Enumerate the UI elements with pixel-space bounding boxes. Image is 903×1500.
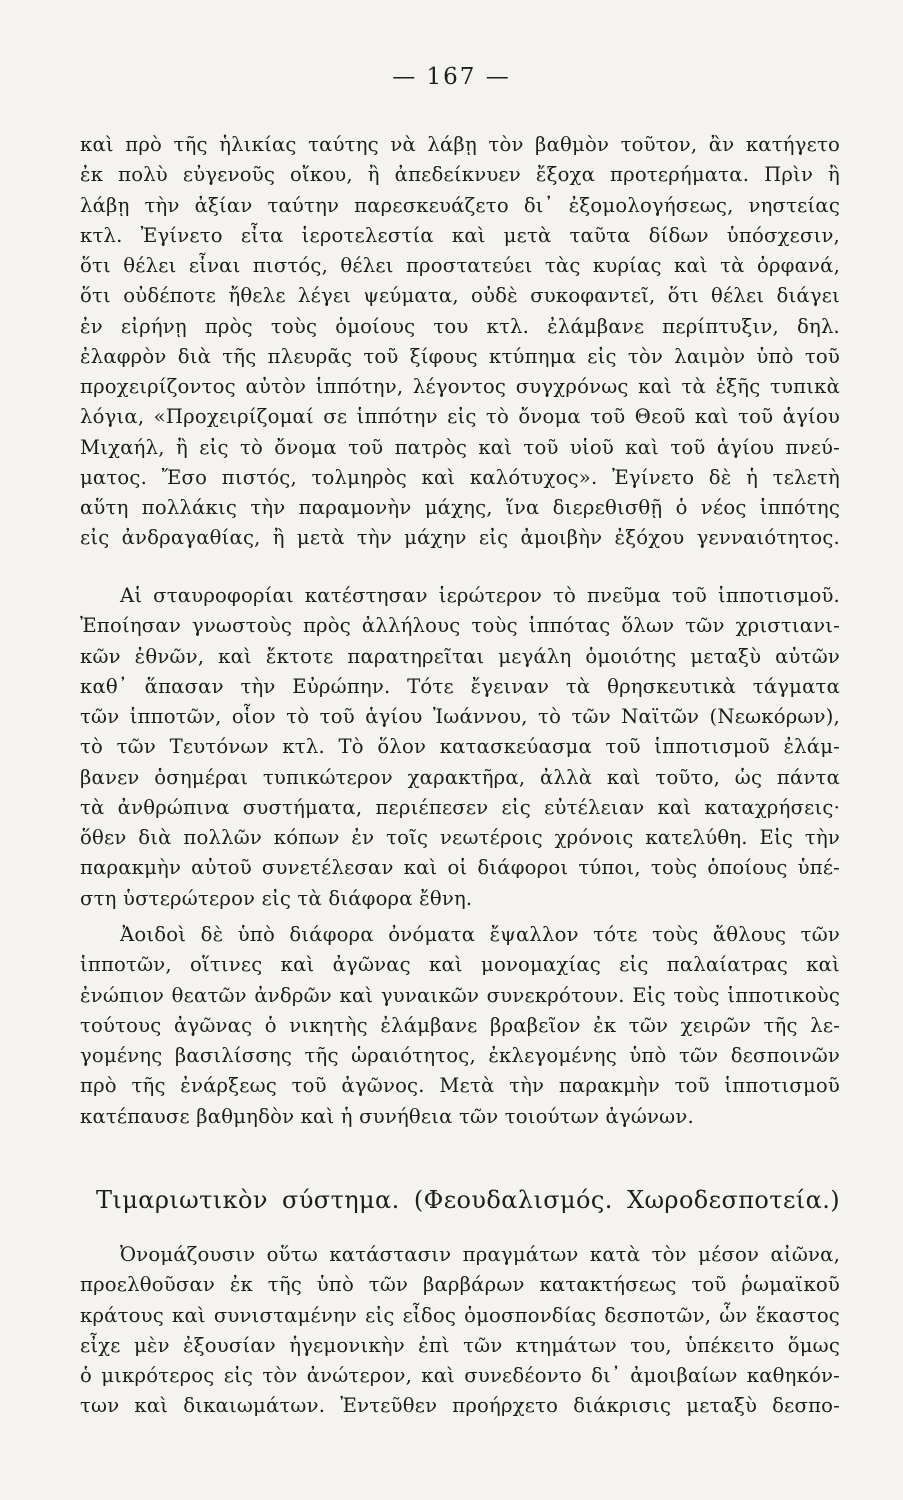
text-line: ματος. Ἔσο πιστός, τολμηρὸς καὶ καλότυχος». Ἐγίνετο δὲ ἡ τελετὴ (80, 465, 840, 489)
text-line: κράτους καὶ συνισταμένην εἰς εἶδος ὁμοσπονδίας δεσποτῶν, ὧν ἕκαστος (80, 1303, 840, 1327)
text-line: Ὀνομάζουσιν οὕτω κατάστασιν πραγμάτων κατὰ τὸν μέσον αἰῶνα, (120, 1243, 840, 1266)
text-line: Ἐποίησαν γνωστοὺς πρὸς ἀλλήλους τοὺς ἱππότας ὅλων τῶν χριστιανι- (80, 614, 840, 638)
section-heading: Τιμαριωτικὸν σύστημα. (Φεουδαλισμός. Χωροδεσποτεία.) (96, 1186, 840, 1214)
text-line: καὶ πρὸ τῆς ἡλικίας ταύτης νὰ λάβῃ τὸν βαθμὸν τοῦτον, ἂν κατήγετο (80, 133, 840, 156)
text-line: καθ᾽ ἅπασαν τὴν Εὐρώπην. Τότε ἔγειναν τὰ θρησκευτικὰ τάγματα (80, 674, 840, 698)
text-line: προελθοῦσαν ἐκ τῆς ὑπὸ τῶν βαρβάρων κατακτήσεως τοῦ ῥωμαϊκοῦ (80, 1273, 840, 1297)
text-line: τὸ τῶν Τευτόνων κτλ. Τὸ ὅλον κατασκεύασμα τοῦ ἱπποτισμοῦ ἐλάμ- (80, 735, 840, 759)
paragraph-crusades (80, 581, 840, 914)
text-line: ὅτι οὐδέποτε ἤθελε λέγει ψεύματα, οὐδὲ συκοφαντεῖ, ὅτι θέλει διάγει (80, 284, 840, 308)
text-line: κτλ. Ἐγίνετο εἶτα ἱεροτελεστία καὶ μετὰ ταῦτα δίδων ὑπόσχεσιν, (80, 223, 840, 247)
paragraph-bards (80, 920, 840, 1132)
text-line: ἐλαφρὸν διὰ τῆς πλευρᾶς τοῦ ξίφους κτύπημα εἰς τὸν λαιμὸν ὑπὸ τοῦ (80, 344, 840, 368)
text-line: γομένης βασιλίσσης τῆς ὡραιότητος, ἐκλεγομένης ὑπὸ τῶν δεσποινῶν (80, 1044, 840, 1067)
text-line: λόγια, «Προχειρίζομαί σε ἱππότην εἰς τὸ ὄνομα τοῦ Θεοῦ καὶ τοῦ ἁγίου (80, 405, 840, 429)
page-number: — 167 — (392, 64, 511, 90)
text-line: τὰ ἀνθρώπινα συστήματα, περιέπεσεν εἰς εὐτέλειαν καὶ καταχρήσεις· (80, 795, 840, 819)
text-line: ὁ μικρότερος εἰς τὸν ἀνώτερον, καὶ συνεδέοντο δι᾽ ἀμοιβαίων καθηκόν- (80, 1364, 840, 1387)
text-line: κῶν ἐθνῶν, καὶ ἔκτοτε παρατηρεῖται μεγάλη ὁμοιότης μεταξὺ αὐτῶν (80, 644, 840, 668)
text-line: εἶχε μὲν ἐξουσίαν ἡγεμονικὴν ἐπὶ τῶν κτημάτων του, ὑπέκειτο ὅμως (80, 1333, 840, 1357)
text-line: παρακμὴν αὐτοῦ συνετέλεσαν καὶ οἱ διάφοροι τύποι, τοὺς ὁποίους ὑπέ- (80, 856, 840, 880)
text-line: ἱπποτῶν, οἵτινες καὶ ἀγῶνας καὶ μονομαχίας εἰς παλαίατρας καὶ (80, 953, 840, 977)
text-line: Ἀοιδοὶ δὲ ὑπὸ διάφορα ὀνόματα ἔψαλλον τότε τοὺς ἄθλους τῶν (120, 923, 840, 946)
paragraph-knighthood-ceremony (80, 130, 840, 554)
text-line: ὅτι θέλει εἶναι πιστός, θέλει προστατεύει τὰς κυρίας καὶ τὰ ὀρφανά, (80, 254, 840, 277)
text-line: λάβῃ τὴν ἀξίαν ταύτην παρεσκευάζετο δι᾽ ἐξομολογήσεως, νηστείας (80, 193, 840, 217)
text-line: προχειρίζοντος αὐτὸν ἱππότην, λέγοντος συγχρόνως καὶ τὰ ἑξῆς τυπικὰ (80, 375, 840, 398)
text-line: τῶν ἱπποτῶν, οἷον τὸ τοῦ ἁγίου Ἰωάννου, τὸ τῶν Ναϊτῶν (Νεωκόρων), (80, 705, 840, 728)
text-line: κατέπαυσε βαθμηδὸν καὶ ἡ συνήθεια τῶν τοιούτων ἀγώνων. (80, 1104, 694, 1128)
text-line: των καὶ δικαιωμάτων. Ἐντεῦθεν προήρχετο διάκρισις μεταξὺ δεσπο- (80, 1394, 840, 1418)
text-line: βανεν ὁσημέραι τυπικώτερον χαρακτῆρα, ἀλλὰ καὶ τοῦτο, ὡς πάντα (80, 765, 840, 789)
text-line: ἐκ πολὺ εὐγενοῦς οἴκου, ἢ ἀπεδείκνυεν ἔξοχα προτερήματα. Πρὶν ἢ (80, 163, 840, 187)
text-line: Αἱ σταυροφορίαι κατέστησαν ἱερώτερον τὸ πνεῦμα τοῦ ἱπποτισμοῦ. (120, 584, 840, 607)
text-line: ἐν εἰρήνῃ πρὸς τοὺς ὁμοίους του κτλ. ἐλάμβανε περίπτυξιν, δηλ. (80, 314, 840, 338)
text-line: πρὸ τῆς ἐνάρξεως τοῦ ἀγῶνος. Μετὰ τὴν παρακμὴν τοῦ ἱπποτισμοῦ (80, 1074, 840, 1098)
text-line: τούτους ἀγῶνας ὁ νικητὴς ἐλάμβανε βραβεῖον ἐκ τῶν χειρῶν τῆς λε- (80, 1013, 840, 1037)
paragraph-feudal-system (80, 1240, 840, 1422)
text-line: στη ὑστερώτερον εἰς τὰ διάφορα ἔθνη. (80, 886, 473, 910)
text-line: ὅθεν διὰ πολλῶν κόπων ἐν τοῖς νεωτέροις χρόνοις κατελύθη. Εἰς τὴν (80, 826, 840, 849)
text-line: ἐνώπιον θεατῶν ἀνδρῶν καὶ γυναικῶν συνεκρότουν. Εἰς τοὺς ἱπποτικοὺς (80, 983, 840, 1007)
text-line: εἰς ἀνδραγαθίας, ἢ μετὰ τὴν μάχην εἰς ἀμοιβὴν ἐξόχου γενναιότητος. (80, 526, 840, 550)
text-line: αὕτη πολλάκις τὴν παραμονὴν μάχης, ἵνα διερεθισθῇ ὁ νέος ἱππότης (80, 496, 840, 519)
text-line: Μιχαήλ, ἢ εἰς τὸ ὄνομα τοῦ πατρὸς καὶ τοῦ υἱοῦ καὶ τοῦ ἁγίου πνεύ- (80, 435, 840, 459)
